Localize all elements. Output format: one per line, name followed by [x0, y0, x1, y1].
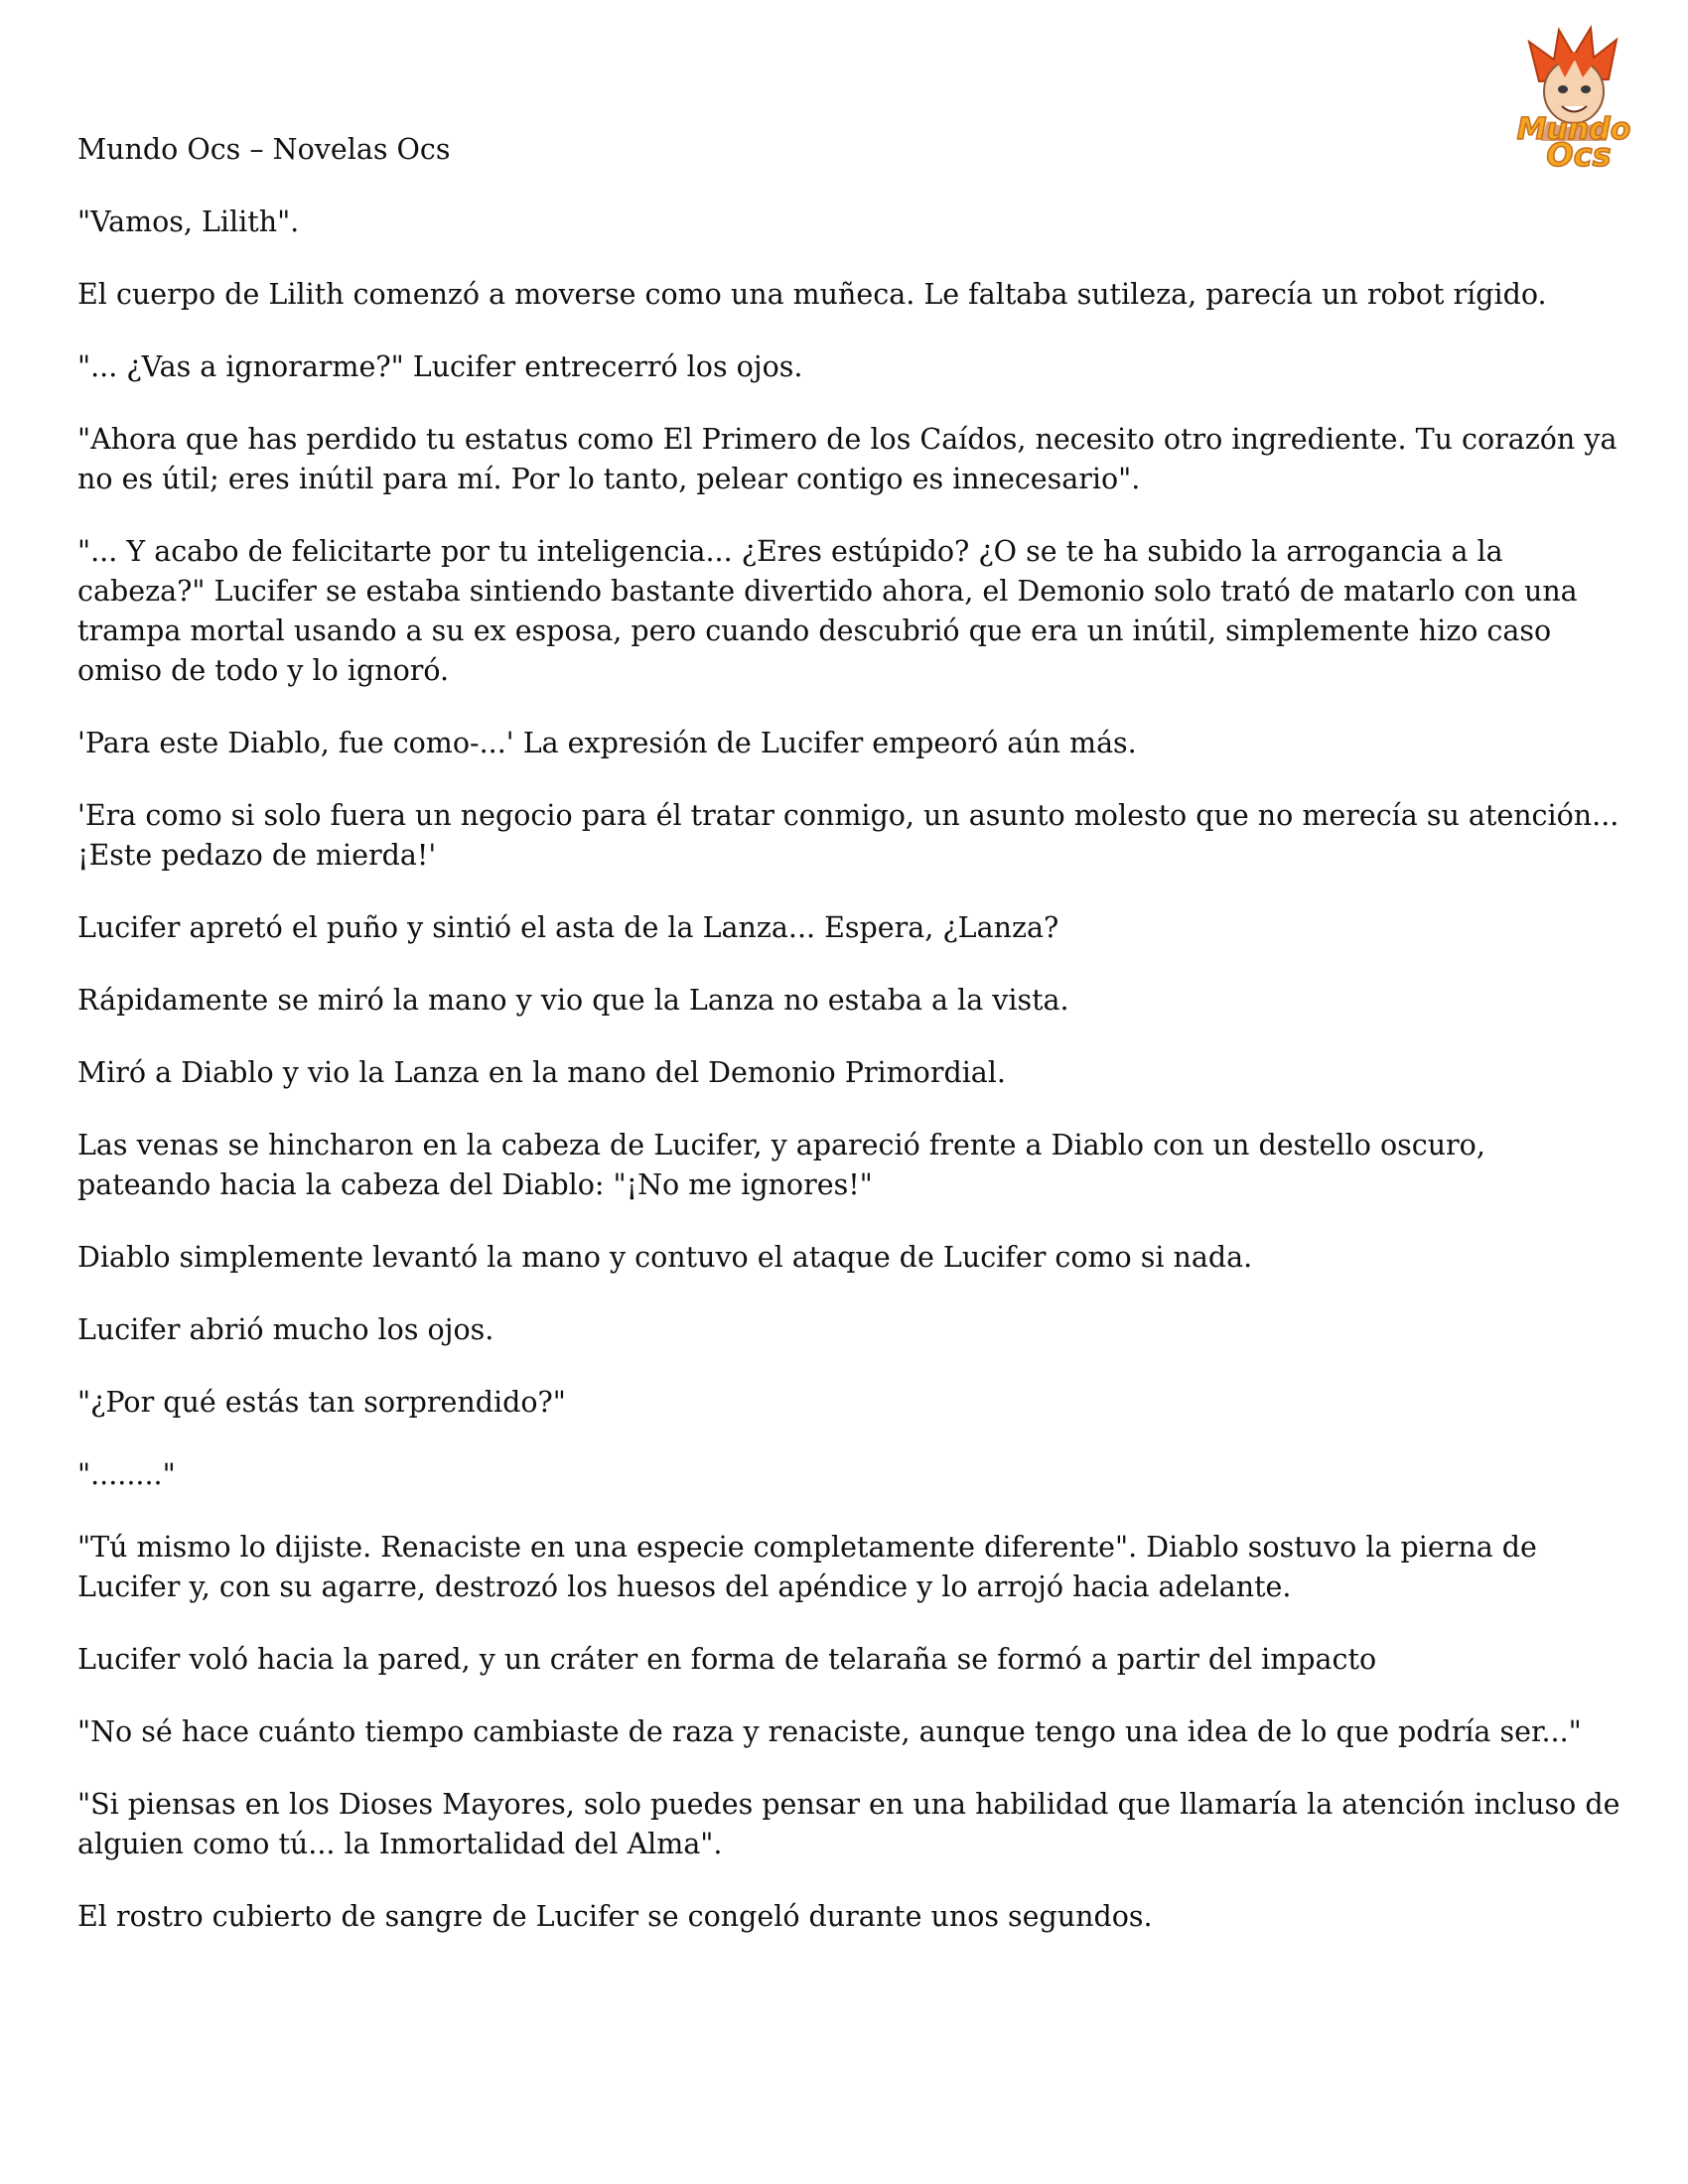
paragraph: "... ¿Vas a ignorarme?" Lucifer entrecerró los ojos. — [77, 350, 803, 383]
paragraph: Lucifer abrió mucho los ojos. — [77, 1313, 494, 1346]
paragraph: Diablo simplemente levantó la mano y contuvo el ataque de Lucifer como si nada. — [77, 1241, 1253, 1274]
paragraph: Lucifer voló hacia la pared, y un cráter en forma de telaraña se formó a partir del impacto — [77, 1643, 1377, 1676]
paragraph: "¿Por qué estás tan sorprendido?" — [77, 1386, 566, 1419]
paragraph: El rostro cubierto de sangre de Lucifer se congeló durante unos segundos. — [77, 1900, 1153, 1933]
paragraph: Lucifer apretó el puño y sintió el asta de la Lanza... Espera, ¿Lanza? — [77, 911, 1059, 944]
paragraph: "Vamos, Lilith". — [77, 205, 300, 238]
paragraph: "Tú mismo lo dijiste. Renaciste en una especie completamente diferente". Diablo sostuvo la pierna de Lucifer y, con su agarre, destrozó los huesos del apéndice y lo arrojó hacia adelante. — [77, 1531, 1537, 1603]
paragraph: Miró a Diablo y vio la Lanza en la mano del Demonio Primordial. — [77, 1056, 1006, 1089]
paragraph: "........" — [77, 1458, 176, 1491]
paragraph: 'Era como si solo fuera un negocio para él tratar conmigo, un asunto molesto que no merecía su atención... ¡Este pedazo de mierda!' — [77, 799, 1619, 872]
paragraph: El cuerpo de Lilith comenzó a moverse como una muñeca. Le faltaba sutileza, parecía un robot rígido. — [77, 278, 1547, 311]
paragraph: Las venas se hincharon en la cabeza de Lucifer, y apareció frente a Diablo con un destello oscuro, pateando hacia la cabeza del Diablo: "¡No me ignores!" — [77, 1129, 1485, 1201]
paragraph: "Si piensas en los Dioses Mayores, solo puedes pensar en una habilidad que llamaría la atención incluso de alguien como tú... la Inmortalidad del Alma". — [77, 1788, 1620, 1860]
page-header-title: Mundo Ocs – Novelas Ocs — [77, 133, 451, 166]
paragraph: 'Para este Diablo, fue como-...' La expresión de Lucifer empeoró aún más. — [77, 727, 1137, 759]
paragraph: Rápidamente se miró la mano y vio que la Lanza no estaba a la vista. — [77, 984, 1069, 1017]
document-body — [77, 130, 1626, 1970]
paragraph: "No sé hace cuánto tiempo cambiaste de raza y renaciste, aunque tengo una idea de lo que podría ser..." — [77, 1715, 1582, 1748]
svg-text:Ocs: Ocs — [1546, 136, 1612, 171]
svg-text:Mundo: Mundo — [1516, 112, 1631, 147]
paragraph: "Ahora que has perdido tu estatus como El Primero de los Caídos, necesito otro ingrediente. Tu corazón ya no es útil; eres inútil para mí. Por lo tanto, pelear contigo es innecesario". — [77, 423, 1618, 495]
paragraph: "... Y acabo de felicitarte por tu inteligencia... ¿Eres estúpido? ¿O se te ha subido la arrogancia a la cabeza?" Lucifer se estaba sintiendo bastante divertido ahora, el Demonio solo trató de matarlo con una trampa mortal usando a su ex esposa, pero cuando descubrió que era un inútil, simplemente hizo caso omiso de todo y lo ignoró. — [77, 535, 1578, 687]
